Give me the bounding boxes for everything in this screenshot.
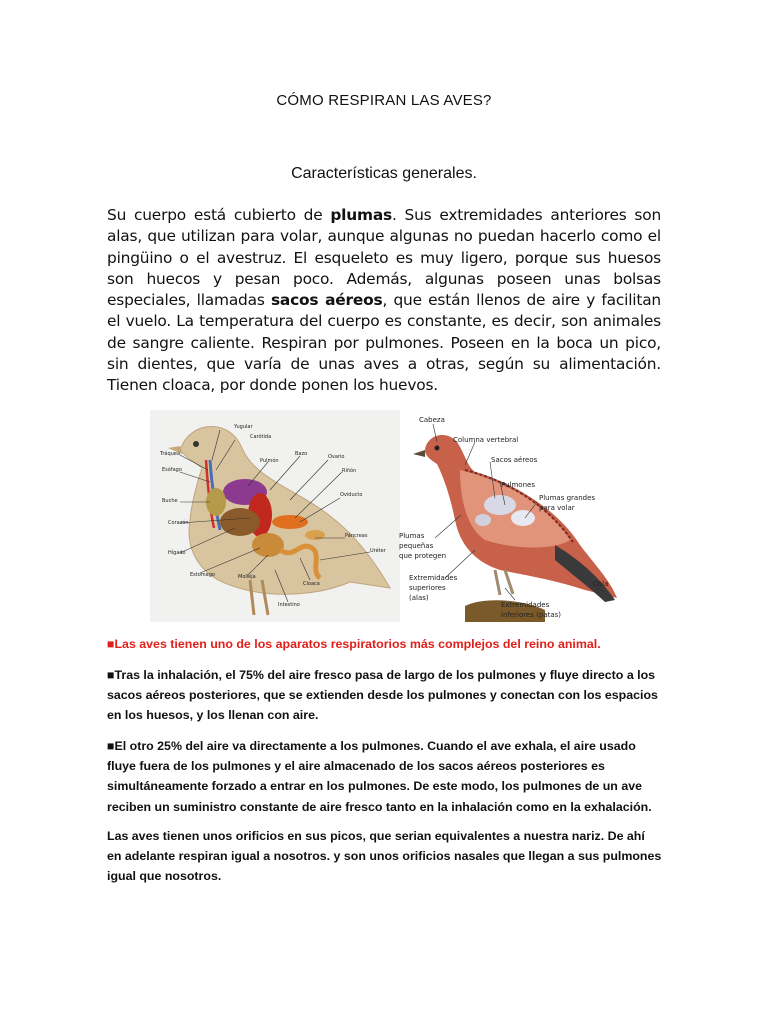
intro-text-3: , que están llenos de aire y facilitan el vuelo. La temperatura del cuerpo es constante, es decir, son animales de sangre caliente. Respiran por pulmones. Poseen en la boca un pico, sin dientes, que varía de unas aves a otras, según su alimentación. Tienen cloaca, por donde ponen los huevos. bbox=[107, 291, 661, 395]
label-intestino: Intestino bbox=[278, 602, 300, 608]
label-oviducto: Oviducto bbox=[340, 492, 363, 498]
intro-paragraph bbox=[107, 205, 661, 397]
label-ext-inf-2: inferiores (patas) bbox=[501, 611, 562, 619]
bird-respiratory-illustration bbox=[399, 410, 620, 622]
label-pancreas: Páncreas bbox=[345, 533, 368, 539]
label-cabeza: Cabeza bbox=[419, 416, 445, 424]
intro-bold-sacos: sacos aéreos bbox=[270, 291, 383, 310]
label-plumas-peq-1: Plumas bbox=[399, 532, 425, 540]
intro-text-1: Su cuerpo está cubierto de bbox=[107, 206, 331, 224]
highlight-paragraph: ■Las aves tienen uno de los aparatos respiratorios más complejos del reino animal. bbox=[107, 637, 601, 651]
intro-text-2: . Sus extremidades anteriores son alas, que utilizan para volar, aunque algunas no puedan hacerlo como el pingüino o el avestruz. El esqueleto es muy ligero, porque sus huesos son huecos y pesan poco. Además, algunas poseen unas bolsas especiales, llamadas bbox=[107, 206, 661, 310]
label-traquea: Tráquea bbox=[160, 451, 180, 457]
nostrils-paragraph: Las aves tienen unos orificios en sus picos, que serian equivalentes a nuestra nariz. De ahí en adelante respiran igual a nosotros. y son unos orificios nasales que llegan a sus pulmones igual que nosotros. bbox=[107, 829, 662, 884]
label-yugular: Yugular bbox=[234, 424, 253, 430]
label-estomago: Estomago bbox=[190, 572, 215, 578]
label-cloaca: Cloaca bbox=[303, 581, 320, 587]
bird-anatomy-illustration bbox=[150, 410, 400, 622]
label-bazo: Bazo bbox=[295, 451, 308, 457]
label-cola: Cola bbox=[593, 580, 609, 588]
label-ext-sup-3: (alas) bbox=[409, 594, 429, 602]
label-pulmones: Pulmones bbox=[501, 481, 535, 489]
label-ext-sup-1: Extremidades bbox=[409, 574, 458, 582]
section-subtitle: Características generales. bbox=[291, 165, 477, 182]
label-plumas-grandes-1: Plumas grandes bbox=[539, 494, 596, 502]
label-pulmon: Pulmón bbox=[260, 458, 279, 464]
label-carotida: Carótida bbox=[250, 434, 272, 440]
label-plumas-peq-2: pequeñas bbox=[399, 542, 434, 550]
label-corazon: Corazón bbox=[168, 520, 189, 526]
label-higado: Hígado bbox=[168, 550, 186, 556]
label-ureter: Uréter bbox=[370, 548, 386, 554]
label-sacos: Sacos aéreos bbox=[491, 456, 538, 464]
label-rinon: Riñón bbox=[342, 468, 357, 474]
label-plumas-peq-3: que protegen bbox=[399, 552, 447, 560]
label-plumas-grandes-2: para volar bbox=[539, 504, 575, 512]
intro-bold-plumas: plumas bbox=[330, 206, 392, 224]
label-molleja: Molleja bbox=[238, 574, 256, 580]
label-buche: Buche bbox=[162, 498, 178, 504]
inhalation-paragraph: ■Tras la inhalación, el 75% del aire fresco pasa de largo de los pulmones y fluye directo a los sacos aéreos posteriores, que se extienden desde los pulmones y conectan con los espacios en los huesos, y los llenan con aire. bbox=[107, 668, 658, 723]
label-ovario: Ovario bbox=[328, 454, 345, 460]
label-ext-sup-2: superiores bbox=[409, 584, 446, 592]
label-esofago: Esófago bbox=[162, 467, 182, 473]
label-columna: Columna vertebral bbox=[453, 436, 519, 444]
page-title: CÓMO RESPIRAN LAS AVES? bbox=[276, 92, 492, 109]
exhalation-paragraph: ■El otro 25% del aire va directamente a los pulmones. Cuando el ave exhala, el aire usado fluye fuera de los pulmones y el aire almacenado de los sacos aéreos posteriores es simultáneamente forzado a entrar en los pulmones. De este modo, los pulmones de un ave reciben un suministro constante de aire fresco tanto en la inhalación como en la exhalación. bbox=[107, 739, 652, 814]
label-ext-inf-1: Extremidades bbox=[501, 601, 550, 609]
